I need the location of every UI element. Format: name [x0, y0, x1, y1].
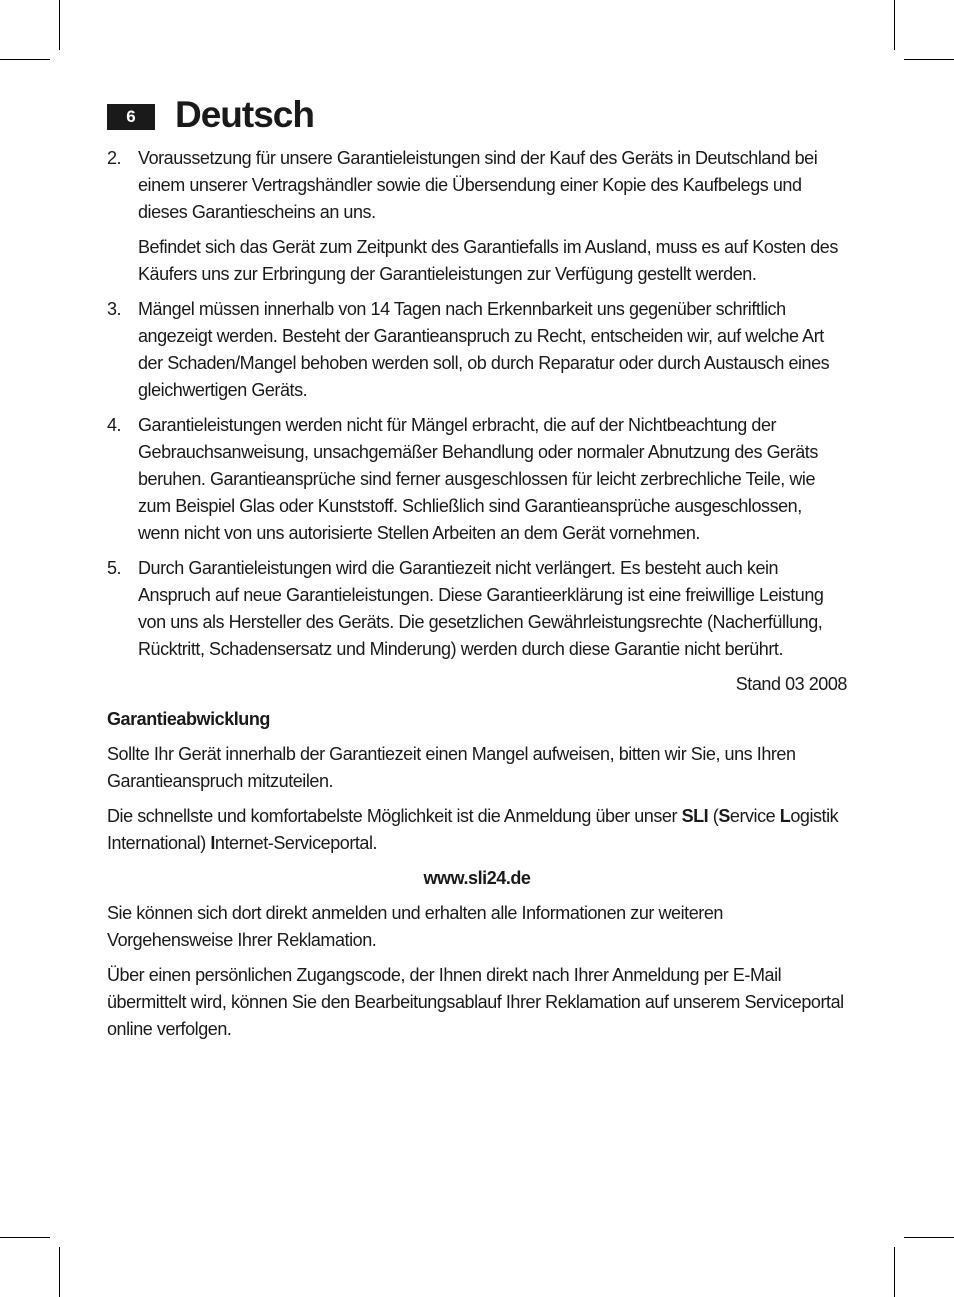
- page-heading: Deutsch: [175, 94, 314, 135]
- paragraph: Befindet sich das Gerät zum Zeitpunkt des Garantiefalls im Ausland, muss es auf Kosten des Käufers uns zur Erbringung der Garantieleistungen zur Verfügung gestellt werden.: [138, 237, 838, 284]
- list-item: [107, 296, 847, 404]
- paragraph: Sollte Ihr Gerät innerhalb der Garantiezeit einen Mangel aufweisen, bitten wir Sie, uns Ihren Garantieanspruch mitzuteilen.: [107, 744, 796, 791]
- list-item: [107, 145, 847, 288]
- list-number: 2.: [107, 148, 122, 168]
- paragraph: Mängel müssen innerhalb von 14 Tagen nach Erkennbarkeit uns gegenüber schriftlich angezeigt werden. Besteht der Garantieanspruch zu Recht, entscheiden wir, auf welche Art der Schaden/Mangel behoben werden soll, ob durch Reparatur oder durch Austausch eines gleichwertigen Geräts.: [138, 299, 830, 400]
- page-number: 6: [107, 104, 155, 130]
- paragraph: Durch Garantieleistungen wird die Garantiezeit nicht verlängert. Es besteht auch kein Anspruch auf neue Garantieleistungen. Diese Garantieerklärung ist eine freiwillige Leistung von uns als Hersteller des Geräts. Die gesetzlichen Gewährleistungsrechte (Nacherfüllung, Rücktritt, Schadensersatz und Minderung) werden durch diese Garantie nicht berührt.: [138, 558, 824, 659]
- paragraph: Sie können sich dort direkt anmelden und erhalten alle Informationen zur weiteren Vorgehensweise Ihrer Reklamation.: [107, 903, 723, 950]
- crop-mark: [0, 59, 50, 60]
- crop-mark: [59, 1247, 60, 1297]
- list-number: 4.: [107, 415, 122, 435]
- paragraph: Über einen persönlichen Zugangscode, der Ihnen direkt nach Ihrer Anmeldung per E-Mail übermittelt wird, können Sie den Bearbeitungsablauf Ihrer Reklamation auf unserem Serviceportal online verfolgen.: [107, 965, 844, 1039]
- list-item: [107, 412, 847, 547]
- text-run: nternet-Serviceportal.: [214, 833, 378, 853]
- text-run: (: [708, 806, 719, 826]
- acronym-letter: S: [718, 806, 730, 826]
- list-number: 5.: [107, 558, 122, 578]
- acronym-letter: I: [210, 833, 215, 853]
- section-title: Garantieabwicklung: [107, 709, 270, 729]
- crop-mark: [904, 59, 954, 60]
- paragraph: Garantieleistungen werden nicht für Mängel erbracht, die auf der Nichtbeachtung der Gebrauchsanweisung, unsachgemäßer Behandlung oder normaler Abnutzung des Geräts beruhen. Garantieansprüche sind ferner ausgeschlossen für leicht zerbrechliche Teile, wie zum Beispiel Glas oder Kunststoff. Schließlich sind Garantieansprüche ausgeschlossen, wenn nicht von uns autorisierte Stellen Arbeiten an dem Gerät vornehmen.: [138, 415, 818, 543]
- text-run: ervice: [729, 806, 780, 826]
- service-url: www.sli24.de: [423, 868, 531, 888]
- crop-mark: [894, 1247, 895, 1297]
- revision-date: Stand 03 2008: [735, 674, 847, 694]
- acronym-letter: L: [779, 806, 791, 826]
- text-run: Die schnellste und komfortabelste Möglichkeit ist die Anmeldung über unser: [107, 806, 682, 826]
- document-body: [107, 145, 847, 1051]
- text-run: ogistik International): [107, 806, 839, 853]
- paragraph: [107, 803, 847, 857]
- list-number: 3.: [107, 299, 122, 319]
- paragraph: Voraussetzung für unsere Garantieleistungen sind der Kauf des Geräts in Deutschland bei einem unserer Vertragshändler sowie die Übersendung einer Kopie des Kaufbelegs und dieses Garantiescheins an uns.: [138, 148, 818, 222]
- crop-mark: [0, 1237, 50, 1238]
- sli-acronym: SLI: [681, 806, 709, 826]
- crop-mark: [904, 1237, 954, 1238]
- crop-mark: [894, 0, 895, 50]
- list-item: [107, 555, 847, 663]
- crop-mark: [59, 0, 60, 50]
